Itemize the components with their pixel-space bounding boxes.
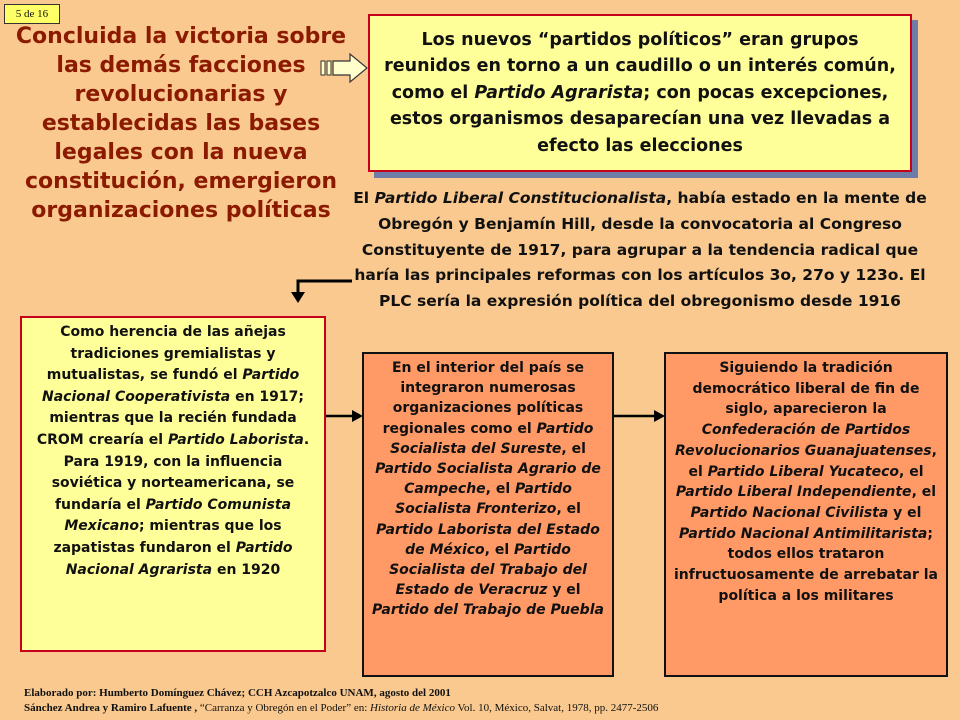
left-box-segment: Partido Laborista xyxy=(167,431,304,448)
credits-source-details: Vol. 10, México, Salvat, 1978, pp. 2477-2506 xyxy=(454,702,659,714)
right-box-segment: Partido Liberal Yucateco xyxy=(707,463,900,480)
credits-source xyxy=(24,701,954,716)
arrow-right-icon xyxy=(614,406,666,426)
credits xyxy=(24,686,954,716)
left-box-segment: en 1920 xyxy=(212,561,281,578)
mid-box-segment: Partido Socialista Fronterizo xyxy=(395,481,572,518)
plc-paragraph xyxy=(344,186,936,315)
credits-author: Elaborado por: Humberto Domínguez Chávez; CCH Azcapotzalco UNAM, agosto del 2001 xyxy=(24,687,451,699)
right-box-segment: Partido Liberal Independiente xyxy=(675,484,912,501)
right-box-segment: Partido Nacional Civilista xyxy=(690,504,889,521)
left-box-segment: Partido Comunista Mexicano xyxy=(64,496,292,535)
mid-box-segment: Partido Socialista Agrario de Campeche xyxy=(375,461,601,498)
intro-text: Concluida la victoria sobre las demás facciones revolucionarias y establecidas las bases legales con la nueva constitución, emergieron organizaciones políticas xyxy=(15,24,347,223)
regional-parties-box xyxy=(362,352,614,677)
mid-box-segment: , el xyxy=(561,440,586,457)
parties-definition-box xyxy=(368,14,912,172)
credits-source-book: Historia de México xyxy=(370,702,455,714)
block-arrow-right-icon xyxy=(320,52,370,84)
plc-text-2: , había estado en la mente de Obregón y Benjamín Hill, desde la convocatoria al Congreso Constituyente de 1917, para agrupar a la tendencia radical que haría las principales reformas con los artículos 3o, 27o y 123o. El PLC sería la expresión política del obregonismo desde 1916 xyxy=(354,189,927,311)
mid-box-segment: Partido del Trabajo de Puebla xyxy=(372,602,604,619)
mid-box-segment: Partido Socialista del Trabajo del Estado de Veracruz xyxy=(389,541,587,599)
mid-box-segment: y el xyxy=(547,582,581,599)
right-box-segment: Partido Nacional Antimilitarista xyxy=(679,525,928,542)
right-box-segment: Siguiendo la tradición democrático liberal de fin de siglo, aparecieron la xyxy=(692,360,920,418)
right-box-segment: Confederación de Partidos Revolucionarios Guanajuatenses xyxy=(675,422,932,459)
right-box-segment: , el xyxy=(899,463,924,480)
left-box-segment: . Para 1919, con la influencia soviética y norteamericana, se fundaría el xyxy=(51,431,310,513)
mid-box-segment: En el interior del país se integraron numerosas organizaciones políticas regionales como el xyxy=(382,360,585,437)
top-box-italic-1: Partido Agrarista xyxy=(474,82,644,103)
page-counter: 5 de 16 xyxy=(4,4,60,24)
left-box-segment: en 1917; mientras que la recién fundada CROM crearía el xyxy=(36,388,304,448)
mid-box-segment: , el xyxy=(556,501,581,518)
left-box-segment: Partido Nacional Cooperativista xyxy=(41,367,300,405)
right-box-segment: , el xyxy=(688,442,937,480)
mid-box-segment: Partido Socialista del Sureste xyxy=(390,420,594,457)
left-box-segment: Como herencia de las añejas tradiciones gremialistas y mutualistas, se fundó el xyxy=(46,324,286,384)
right-box-segment: y el xyxy=(888,504,922,521)
arrow-right-icon xyxy=(326,406,364,426)
mid-box-segment: Partido Laborista del Estado de México xyxy=(376,521,600,558)
plc-text-1: El xyxy=(353,189,375,207)
credits-source-authors: Sánchez Andrea y Ramiro Lafuente , xyxy=(24,702,200,714)
cooperativista-box xyxy=(20,316,326,652)
top-box-text-1: Los nuevos “partidos políticos” eran grupos reunidos en torno a un caudillo o un interés común, como el xyxy=(384,29,896,103)
left-box-segment: Partido Nacional Agrarista xyxy=(65,539,293,578)
credits-source-title: “Carranza y Obregón en el Poder” en: xyxy=(199,702,371,714)
top-box-text-2: ; con pocas excepciones, estos organismos desaparecían una vez llevadas a efecto las elecciones xyxy=(389,82,891,156)
left-box-segment: ; mientras que los zapatistas fundaron el xyxy=(53,518,282,556)
liberal-parties-box xyxy=(664,352,948,677)
right-box-segment: , el xyxy=(911,484,937,501)
mid-box-segment: , el xyxy=(484,541,515,558)
mid-box-segment: , el xyxy=(485,481,516,498)
elbow-arrow-down-icon xyxy=(286,272,356,308)
right-box-segment: ; todos ellos trataron infructuosamente de arrebatar la política a los militares xyxy=(674,525,938,604)
plc-italic-1: Partido Liberal Constitucionalista xyxy=(374,189,667,207)
